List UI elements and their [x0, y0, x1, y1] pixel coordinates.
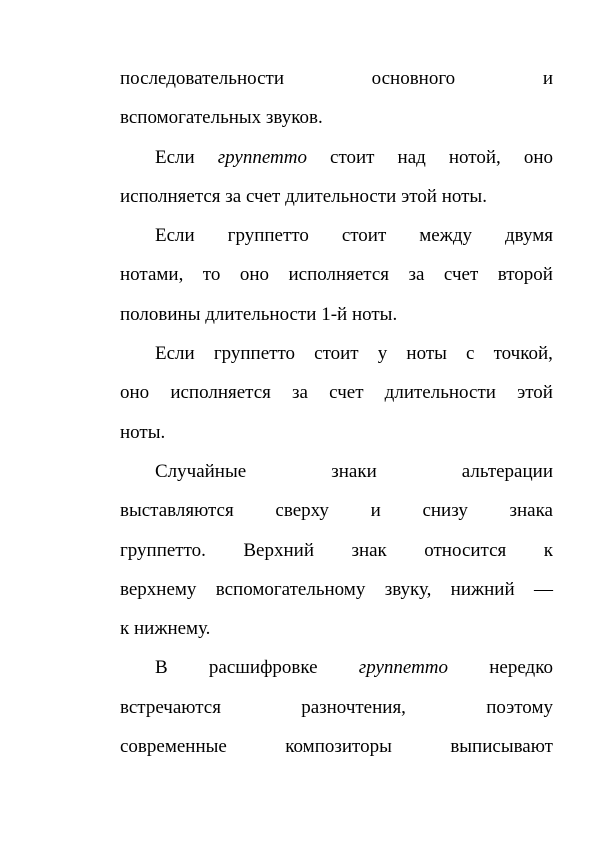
- text-line: ноты.: [120, 421, 166, 443]
- word: встречаются: [120, 696, 221, 718]
- word: над: [397, 146, 426, 168]
- word: знаки: [331, 460, 377, 482]
- word: выписывают: [450, 736, 553, 758]
- word: счет: [329, 382, 364, 404]
- text-line: [120, 255, 553, 294]
- text-line: [120, 727, 553, 766]
- text-line: [120, 373, 553, 412]
- word: верхнему: [120, 578, 197, 600]
- word: вспомогательному: [215, 578, 366, 600]
- text-line: [120, 216, 553, 255]
- word: второй: [497, 264, 553, 286]
- word: за: [292, 382, 308, 404]
- word: Если: [155, 343, 195, 365]
- word: современные: [120, 736, 227, 758]
- word: выставляются: [120, 500, 234, 522]
- word: стоит: [341, 225, 387, 247]
- word: счет: [443, 264, 479, 286]
- word: нотой,: [448, 146, 501, 168]
- word: Верхний: [243, 539, 314, 561]
- word: группетто: [358, 657, 449, 679]
- word: группетто: [213, 343, 296, 365]
- word: нотами,: [120, 264, 184, 286]
- word: нередко: [489, 657, 553, 679]
- word: В: [155, 657, 168, 679]
- word: исполняется: [288, 264, 390, 286]
- word: группетто: [227, 225, 309, 247]
- text-line: [120, 648, 553, 687]
- word: и: [542, 68, 553, 89]
- word: точкой,: [493, 343, 553, 365]
- word: стоит: [314, 343, 359, 365]
- word: и: [370, 500, 381, 522]
- text-line: исполняется за счет длительности этой ноты.: [120, 185, 487, 207]
- word: —: [533, 578, 553, 600]
- text-line: вспомогательных звуков.: [120, 107, 323, 129]
- text-line: [120, 570, 553, 609]
- word: длительности: [384, 382, 496, 404]
- word: основного: [371, 68, 456, 89]
- word: сверху: [275, 500, 329, 522]
- word: относится: [424, 539, 507, 561]
- text-line: [120, 531, 553, 570]
- word: знака: [509, 500, 553, 522]
- text-line: [120, 491, 553, 530]
- word: разночтения,: [301, 696, 406, 718]
- word: ноты: [406, 343, 447, 365]
- word: Случайные: [155, 460, 247, 482]
- word: нижний: [450, 578, 515, 600]
- word: поэтому: [486, 696, 553, 718]
- word: оно: [523, 146, 553, 168]
- word: альтерации: [461, 460, 553, 482]
- word: с: [466, 343, 475, 365]
- word: композиторы: [285, 736, 392, 758]
- text-line: [120, 138, 553, 177]
- word: расшифровке: [208, 657, 318, 679]
- text-line: [120, 334, 553, 373]
- word: звуку,: [384, 578, 432, 600]
- word: последовательности: [120, 68, 284, 89]
- word: знак: [351, 539, 387, 561]
- word: оно: [120, 382, 150, 404]
- word: этой: [517, 382, 553, 404]
- text-line: [120, 452, 553, 491]
- word: оно: [239, 264, 269, 286]
- text-line: к нижнему.: [120, 618, 211, 640]
- word: снизу: [422, 500, 468, 522]
- word: исполняется: [170, 382, 271, 404]
- text-line: [120, 59, 553, 98]
- word: группетто.: [120, 539, 206, 561]
- word: у: [377, 343, 388, 365]
- word: группетто: [217, 146, 307, 168]
- word: стоит: [330, 146, 375, 168]
- word: между: [419, 225, 473, 247]
- word: то: [202, 264, 221, 286]
- word: к: [543, 539, 553, 561]
- word: Если: [155, 225, 195, 247]
- document-page: [120, 59, 553, 766]
- word: за: [408, 264, 425, 286]
- text-line: [120, 688, 553, 727]
- word: двумя: [504, 225, 553, 247]
- text-line: половины длительности 1-й ноты.: [120, 303, 398, 325]
- word: Если: [155, 146, 195, 168]
